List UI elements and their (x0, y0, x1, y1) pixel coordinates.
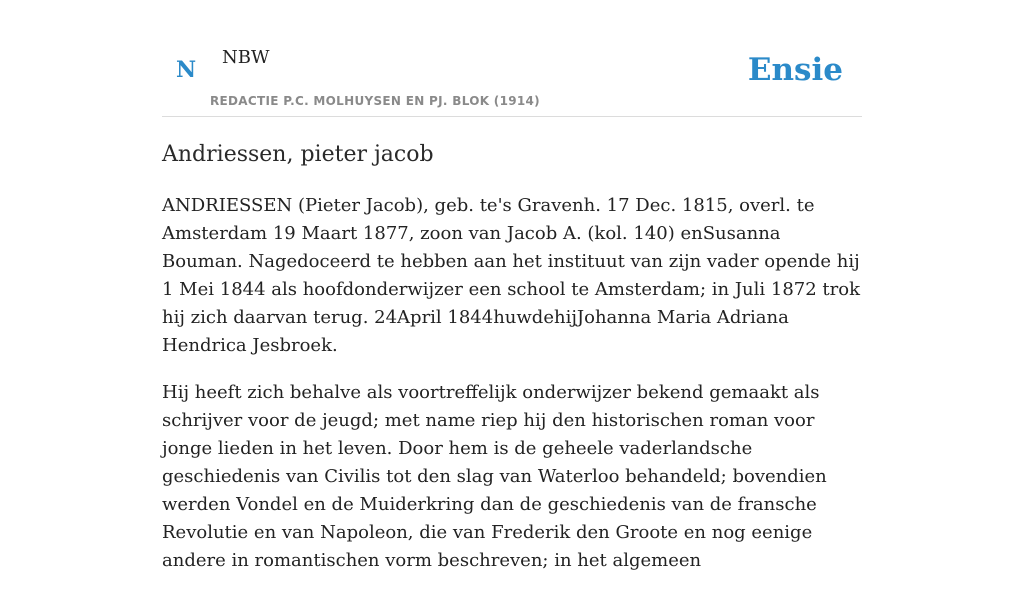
article-paragraph-2: Hij heeft zich behalve als voortreffelijk onderwijzer bekend gemaakt als schrijver voor de jeugd; met name riep hij den historischen roman voor jonge lieden in het leven. Door hem is de geheele vaderlandsche geschiedenis van Civilis tot den slag van Waterloo behandeld; bovendien werden Vondel en de Muiderkring dan de geschiedenis van de fransche Revolutie en van Napoleon, die van Frederik den Groote en nog eenige andere in romantischen vorm beschreven; in het algemeen (162, 382, 827, 571)
article-title: Andriessen, pieter jacob (162, 142, 434, 167)
source-subtitle: REDACTIE P.C. MOLHUYSEN EN PJ. BLOK (1914) (210, 94, 540, 108)
article-body (162, 192, 862, 594)
header (162, 0, 862, 117)
source-logo[interactable]: N (176, 57, 197, 83)
brand-logo[interactable]: Ensie (747, 52, 843, 88)
source-name[interactable]: NBW (222, 47, 270, 68)
article-paragraph-1: ANDRIESSEN (Pieter Jacob), geb. te's Gravenh. 17 Dec. 1815, overl. te Amsterdam 19 Maart 1877, zoon van Jacob A. (kol. 140) enSusanna Bouman. Nagedoceerd te hebben aan het instituut van zijn vader opende hij 1 Mei 1844 als hoofdonderwijzer een school te Amsterdam; in Juli 1872 trok hij zich daarvan terug. 24April 1844huwdehijJohanna Maria Adriana Hendrica Jesbroek. (162, 195, 861, 356)
